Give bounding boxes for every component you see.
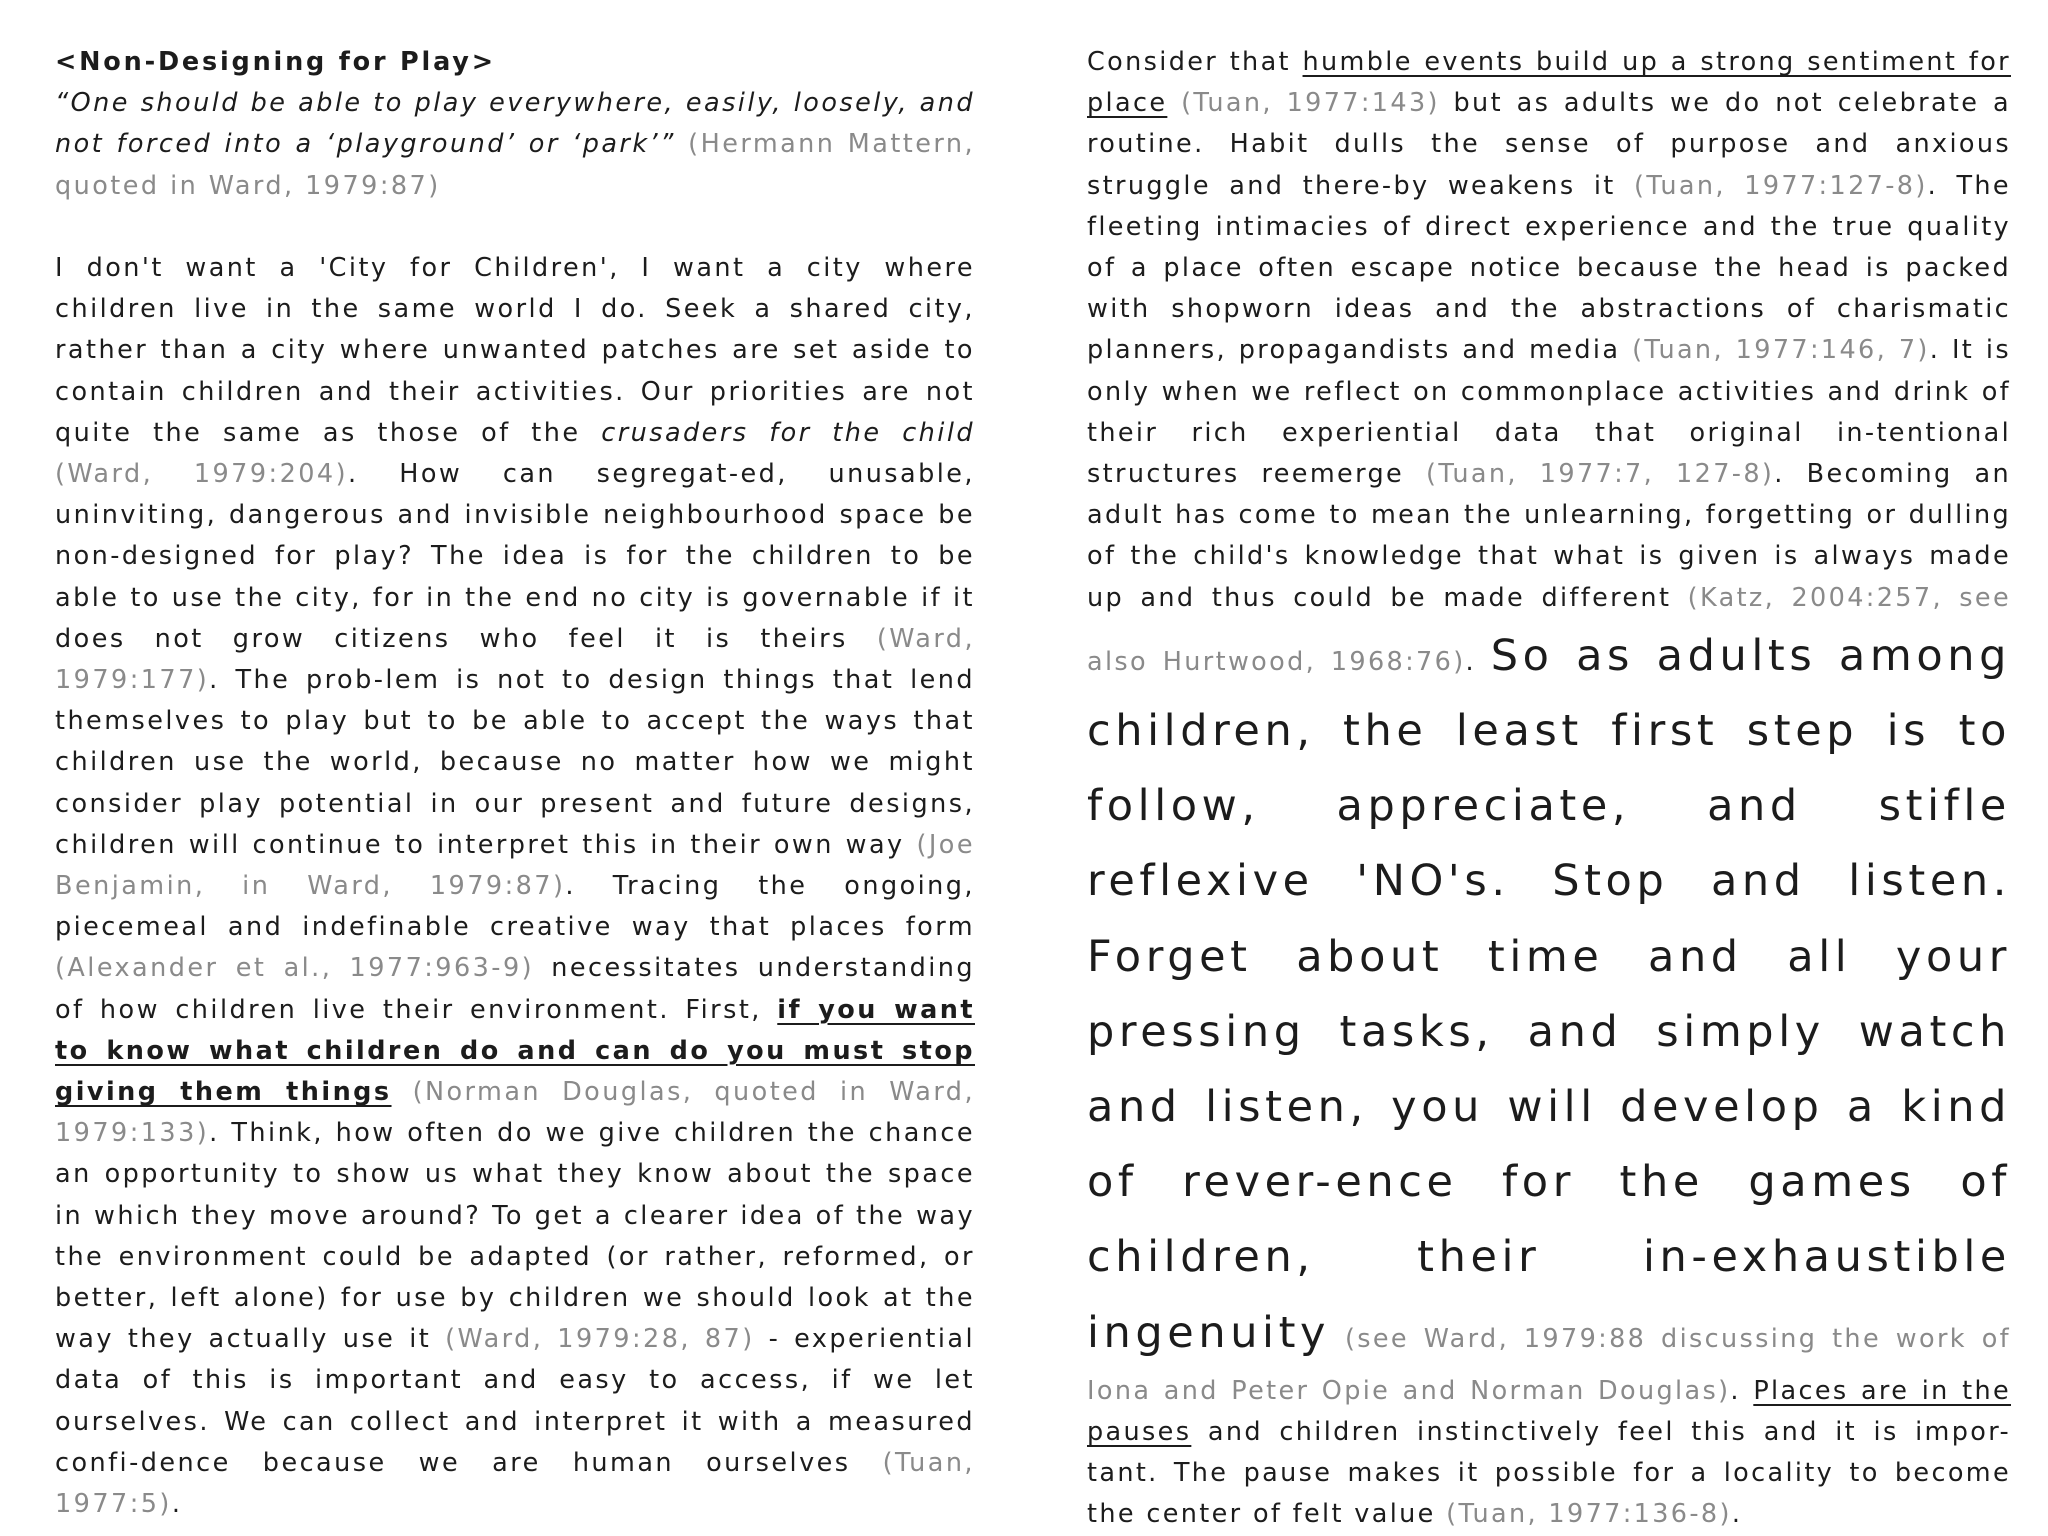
epigraph-citation: (Hermann Mattern, quoted in Ward, 1979:87) [55,129,976,201]
epigraph [55,83,975,207]
citation: (Tuan, 1977:5) [55,1447,975,1520]
citation: (see Ward, 1979:88 discussing the work of Iona and Peter Opie and Norman Douglas) [1087,1323,2011,1406]
body-text: . Tracing the ongoing, piecemeal and indefinable creative way that places form [55,871,975,943]
citation: (Tuan, 1977:143) [1181,88,1440,119]
citation: (Ward, 1979:177) [55,623,975,696]
underlined-key-phrase: humble events build up a strong sentiment for place [1087,47,2011,119]
citation: (Tuan, 1977:146, 7) [1632,335,1930,366]
body-text: necessitates understanding of how children live their environment. First, [55,953,976,1025]
body-text: . [1731,1499,1743,1530]
citation: (Tuan, 1977:127-8) [1634,170,1928,201]
left-column [55,42,975,1525]
body-text: but as adults we do not celebrate a routine. Habit dulls the sense of purpose and anxious struggle and there-by weakens it [1087,88,2011,201]
citation: (Alexander et al., 1977:963-9) [55,953,535,984]
epigraph-quote: “One should be able to play everywhere, easily, loosely, and not forced into a ‘playground’ or ‘park’” [55,88,975,160]
citation: (Tuan, 1977:136-8) [1446,1499,1732,1530]
underlined-key-phrase: if you want to know what children do and can do you must stop giving them things [55,994,975,1108]
citation: (Tuan, 1977:7, 127-8) [1426,459,1775,490]
citation: (Ward, 1979:204) [55,459,348,490]
body-text: . It is only when we reflect on commonplace activities and drink of their rich experiential data that original in-tentional structures reemerge [1087,335,2011,490]
body-text: Consider that [1087,47,1303,77]
left-body-paragraph [55,248,975,1525]
body-text: . [171,1489,183,1520]
body-text: . The prob-lem is not to design things that lend themselves to play but to be able to accept the ways that children use the world, because no matter how we might consider play potential in our present and future designs, children will continue to interpret this in their own way [55,665,975,860]
right-column [1087,42,2011,1536]
citation: (Joe Benjamin, in Ward, 1979:87) [55,829,975,902]
body-text: . Think, how often do we give children the chance an opportunity to show us what they know about the space in which they move around? To get a clearer idea of the way the environment could be adapted (or rather, reformed, or better, left alone) for use by children we should look at the way they actually use it [55,1118,975,1355]
citation: (Katz, 2004:257, see also Hurtwood, 1968:76) [1087,582,2011,677]
emphasis-text: crusaders for the child [601,417,976,448]
underlined-key-phrase: Places are in the pauses [1087,1375,2011,1448]
paragraph-gap [55,207,975,248]
citation: (Norman Douglas, quoted in Ward, 1979:133) [55,1077,976,1149]
body-text: I don't want a 'City for Children', I want a city where children live in the same world I do. Seek a shared city, rather than a city where unwanted patches are set aside to contain children and their activities. Our priorities are not quite the same as those of the [55,253,975,448]
right-body-paragraph [1087,42,2011,1536]
body-text: . Becoming an adult has come to mean the unlearning, forgetting or dulling of the child's knowledge that what is given is always made up and thus could be made different [1087,459,2011,613]
body-text: . [1730,1375,1754,1406]
body-text: and children instinctively feel this and it is impor-tant. The pause makes it possible for a locality to become the center of felt value [1087,1417,2011,1530]
citation: (Ward, 1979:28, 87) [445,1324,755,1355]
body-text: - experiential data of this is important and easy to access, if we let ourselves. We can collect and interpret it with a measured confi-dence because we are human ourselves [55,1324,975,1478]
section-heading: <Non-Designing for Play> [55,47,496,77]
body-text: . [1465,646,1491,677]
body-text: . The fleeting intimacies of direct experience and the true quality of a place often escape notice because the head is packed with shopworn ideas and the abstractions of charismatic planners, propagandists and media [1087,170,2011,366]
body-text: . How can segregat-ed, unusable, uninviting, dangerous and invisible neighbourhood space be non-designed for play? The idea is for the children to be able to use the city, for in the end no city is governable if it does not grow citizens who feel it is theirs [55,459,975,654]
large-pull-text: So as adults among children, the least first step is to follow, appreciate, and stifle reflexive 'NO's. Stop and listen. Forget about time and all your pressing tasks, and simply watch and listen, you will develop a kind of rever-ence for the games of children, their in-exhaustible ingenuity [1087,630,2011,1358]
